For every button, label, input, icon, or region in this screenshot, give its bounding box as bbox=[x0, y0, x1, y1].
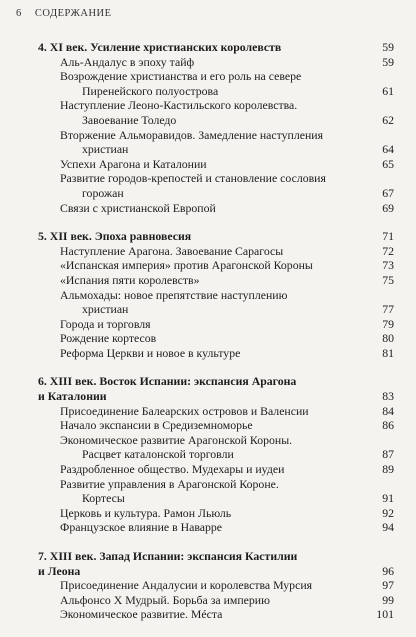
toc-entry bbox=[38, 418, 394, 433]
chapter-title-text: и Каталонии bbox=[38, 389, 107, 404]
toc-entry bbox=[38, 607, 394, 622]
toc-entry bbox=[38, 142, 394, 157]
page-ref: 87 bbox=[382, 447, 394, 462]
chapter-title bbox=[38, 229, 394, 244]
toc-entry-text: «Испанская империя» против Арагонской Короны bbox=[60, 258, 313, 273]
page-ref: 84 bbox=[382, 403, 394, 418]
toc-entry-text: Города и торговля bbox=[60, 316, 151, 331]
toc-entry bbox=[38, 157, 394, 172]
page-ref: 86 bbox=[382, 418, 394, 433]
toc-entry bbox=[38, 593, 394, 608]
toc-entry-text: Успехи Арагона и Каталонии bbox=[60, 156, 207, 171]
toc-entry bbox=[38, 258, 394, 273]
toc-entry-text: Французское влияние в Наварре bbox=[60, 520, 223, 535]
toc-entry-text: Развитие управления в Арагонской Короне. bbox=[60, 476, 279, 491]
page-number: 6 bbox=[16, 8, 22, 19]
toc-entry-text: Завоевание Толедо bbox=[82, 112, 177, 127]
page-ref: 101 bbox=[376, 607, 394, 622]
chapter-title bbox=[38, 389, 394, 404]
toc-entry bbox=[38, 186, 394, 201]
toc-entry bbox=[38, 346, 394, 361]
toc-entry-text: Реформа Церкви и новое в культуре bbox=[60, 345, 241, 360]
toc-entry bbox=[38, 331, 394, 346]
page-ref: 81 bbox=[382, 345, 394, 360]
page-ref: 59 bbox=[382, 40, 394, 54]
page-ref: 83 bbox=[382, 389, 394, 404]
page-ref: 71 bbox=[382, 229, 394, 244]
chapter-title-text: 6. XIII век. Восток Испании: экспансия Арагона bbox=[38, 374, 297, 389]
running-head bbox=[16, 8, 112, 19]
chapter-title bbox=[38, 549, 394, 564]
running-title: СОДЕРЖАНИЕ bbox=[34, 8, 112, 19]
page-ref: 69 bbox=[382, 200, 394, 215]
toc-entry bbox=[38, 128, 394, 143]
toc-entry-text: Возрождение христианства и его роль на севере bbox=[60, 69, 302, 84]
chapter-title-text: 7. XIII век. Запад Испании: экспансия Кастилии bbox=[38, 549, 298, 563]
toc-entry-text: Наступление Леоно-Кастильского королевства. bbox=[60, 98, 298, 113]
toc-entry bbox=[38, 433, 394, 448]
page-ref: 77 bbox=[382, 302, 394, 317]
page-ref: 59 bbox=[382, 54, 394, 69]
chapter-title bbox=[38, 40, 394, 55]
toc-entry bbox=[38, 302, 394, 317]
page-ref: 67 bbox=[382, 185, 394, 200]
page-ref: 79 bbox=[382, 316, 394, 331]
toc-entry bbox=[38, 491, 394, 506]
toc-entry bbox=[38, 288, 394, 303]
toc-entry-text: «Испания пяти королевств» bbox=[60, 272, 200, 287]
page-ref: 89 bbox=[382, 462, 394, 477]
toc-entry bbox=[38, 98, 394, 113]
toc-entry-text: горожан bbox=[82, 185, 124, 200]
toc-entry-text: Развитие городов-крепостей и становление сословия bbox=[60, 171, 326, 186]
toc-entry-text: Альфонсо X Мудрый. Борьба за империю bbox=[60, 592, 270, 607]
toc-entry-text: христиан bbox=[82, 302, 129, 317]
toc-entry bbox=[38, 84, 394, 99]
page-ref: 73 bbox=[382, 258, 394, 273]
chapter-title-text: 5. XII век. Эпоха равновесия bbox=[38, 229, 192, 244]
toc-entry-text: Раздробленное общество. Мудехары и иудеи bbox=[60, 462, 285, 477]
toc-entry-text: Альмохады: новое препятствие наступлению bbox=[60, 287, 288, 302]
toc-entry bbox=[38, 578, 394, 593]
chapter-title-text: 4. XI век. Усиление христианских королевств bbox=[38, 40, 282, 54]
toc-entry bbox=[38, 171, 394, 186]
toc-entry-text: Пиренейского полуострова bbox=[82, 83, 219, 98]
toc-entry bbox=[38, 506, 394, 521]
chapter-title bbox=[38, 564, 394, 579]
chapter-block bbox=[38, 229, 394, 360]
page-ref: 91 bbox=[382, 491, 394, 506]
toc-entry-text: Рождение кортесов bbox=[60, 331, 157, 346]
page-ref: 80 bbox=[382, 331, 394, 346]
toc-entry-text: Аль-Андалус в эпоху тайф bbox=[60, 54, 195, 69]
toc-entry bbox=[38, 404, 394, 419]
toc-entry-text: Присоединение Андалусии и королевства Мурсия bbox=[60, 578, 313, 593]
page-ref: 99 bbox=[382, 592, 394, 607]
table-of-contents bbox=[38, 40, 394, 636]
toc-entry bbox=[38, 113, 394, 128]
page-ref: 64 bbox=[382, 142, 394, 157]
chapter-block bbox=[38, 40, 394, 215]
toc-entry-text: христиан bbox=[82, 142, 129, 157]
toc-entry bbox=[38, 201, 394, 216]
toc-entry-text: Начало экспансии в Средиземноморье bbox=[60, 418, 253, 433]
toc-entry-text: Присоединение Балеарских островов и Валенсии bbox=[60, 403, 309, 418]
page-ref: 94 bbox=[382, 520, 394, 535]
toc-entry bbox=[38, 447, 394, 462]
toc-entry-text: Экономическое развитие. Мéста bbox=[60, 607, 223, 622]
toc-entry-text: Вторжение Альморавидов. Замедление наступления bbox=[60, 127, 324, 142]
chapter-title bbox=[38, 374, 394, 389]
page-ref: 61 bbox=[382, 83, 394, 98]
toc-entry-text: Экономическое развитие Арагонской Короны. bbox=[60, 432, 293, 447]
page-ref: 92 bbox=[382, 505, 394, 520]
chapter-block bbox=[38, 374, 394, 535]
toc-entry bbox=[38, 273, 394, 288]
toc-entry-text: Наступление Арагона. Завоевание Сарагосы bbox=[60, 243, 284, 258]
chapter-title-text: и Леона bbox=[38, 563, 81, 578]
toc-entry bbox=[38, 520, 394, 535]
page-ref: 97 bbox=[382, 578, 394, 593]
toc-entry bbox=[38, 244, 394, 259]
chapter-block bbox=[38, 549, 394, 622]
toc-entry bbox=[38, 477, 394, 492]
toc-entry bbox=[38, 317, 394, 332]
toc-entry-text: Кортесы bbox=[82, 491, 125, 506]
toc-entry-text: Связи с христианской Европой bbox=[60, 200, 216, 215]
page-ref: 65 bbox=[382, 156, 394, 171]
toc-entry bbox=[38, 69, 394, 84]
page-ref: 62 bbox=[382, 112, 394, 127]
page-ref: 72 bbox=[382, 243, 394, 258]
page-ref: 75 bbox=[382, 272, 394, 287]
toc-entry bbox=[38, 462, 394, 477]
toc-entry-text: Расцвет каталонской торговли bbox=[82, 447, 234, 462]
toc-entry-text: Церковь и культура. Рамон Льюль bbox=[60, 505, 232, 520]
page-ref: 96 bbox=[382, 563, 394, 578]
toc-entry bbox=[38, 55, 394, 70]
